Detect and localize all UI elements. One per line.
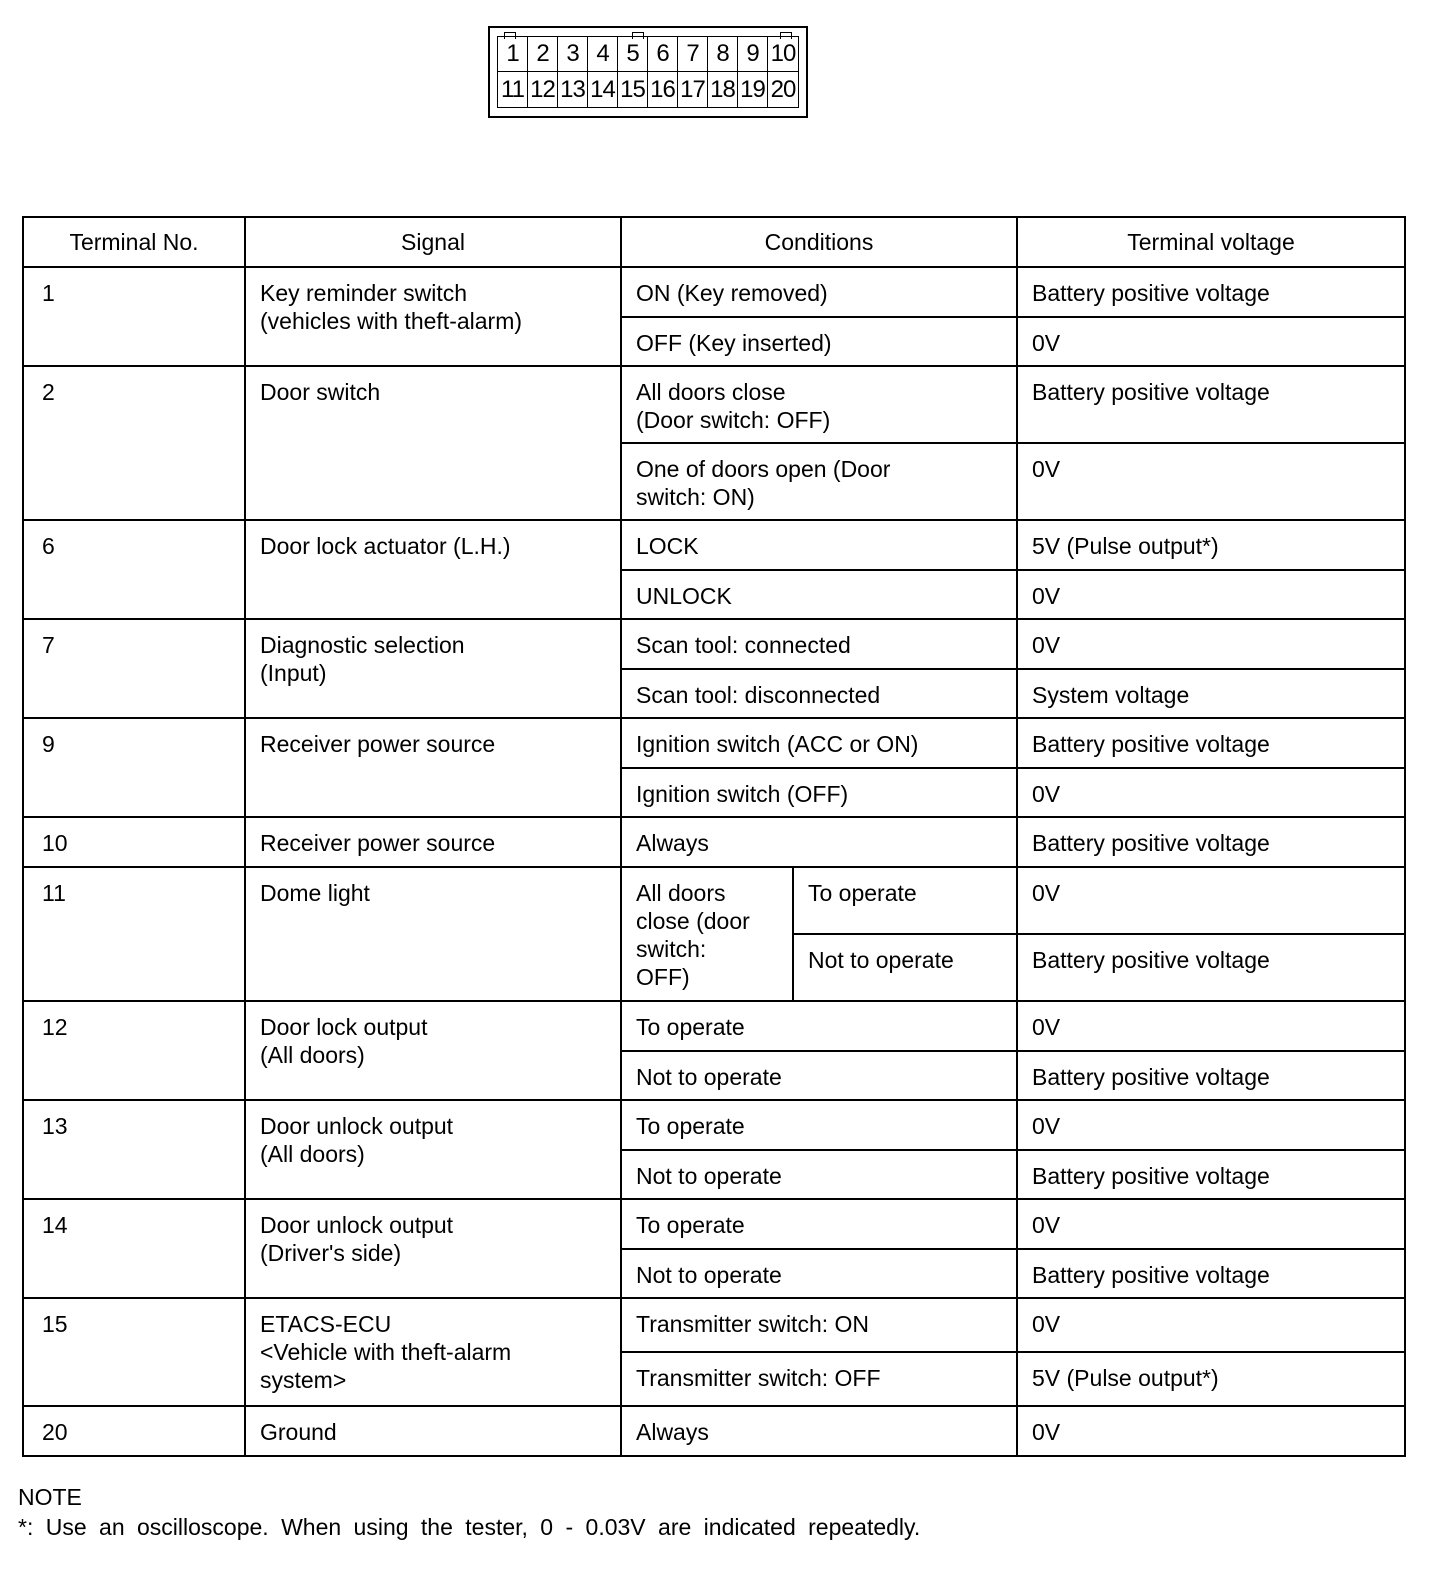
condition-cell: Not to operate xyxy=(621,1051,1017,1100)
condition-cell: Not to operate xyxy=(621,1249,1017,1298)
connector-pin: 7 xyxy=(678,37,708,72)
condition-cell: Ignition switch (OFF) xyxy=(621,768,1017,817)
signal-cell: Key reminder switch (vehicles with theft-alarm) xyxy=(245,267,621,366)
condition-cell: Ignition switch (ACC or ON) xyxy=(621,718,1017,768)
voltage-cell: Battery positive voltage xyxy=(1017,1051,1405,1100)
header-terminal-no: Terminal No. xyxy=(23,217,245,267)
table-row xyxy=(23,1406,1405,1456)
condition-cell: LOCK xyxy=(621,520,1017,570)
table-header-row xyxy=(23,217,1405,267)
table-body xyxy=(23,267,1405,1456)
condition-cell: ON (Key removed) xyxy=(621,267,1017,317)
voltage-cell: 0V xyxy=(1017,619,1405,669)
connector-pin: 18 xyxy=(708,72,738,107)
terminal-cell: 2 xyxy=(23,366,245,520)
signal-cell: ETACS-ECU <Vehicle with theft-alarm system> xyxy=(245,1298,621,1406)
table-row xyxy=(23,718,1405,768)
condition-cell: Transmitter switch: OFF xyxy=(621,1352,1017,1406)
table-row xyxy=(23,366,1405,443)
table-row xyxy=(23,520,1405,570)
condition-cell: One of doors open (Door switch: ON) xyxy=(621,443,1017,520)
condition-cell: Scan tool: disconnected xyxy=(621,669,1017,718)
voltage-cell: 0V xyxy=(1017,1406,1405,1456)
voltage-cell: 0V xyxy=(1017,570,1405,619)
connector-pin: 5 xyxy=(618,37,648,72)
signal-cell: Door unlock output (All doors) xyxy=(245,1100,621,1199)
signal-cell: Diagnostic selection (Input) xyxy=(245,619,621,718)
terminal-voltage-table xyxy=(22,216,1406,1457)
voltage-cell: 0V xyxy=(1017,1100,1405,1150)
condition-cell: Always xyxy=(621,1406,1017,1456)
condition-cell: Transmitter switch: ON xyxy=(621,1298,1017,1352)
voltage-cell: 0V xyxy=(1017,317,1405,366)
header-signal: Signal xyxy=(245,217,621,267)
voltage-cell: Battery positive voltage xyxy=(1017,934,1405,1001)
terminal-cell: 11 xyxy=(23,867,245,1001)
terminal-cell: 14 xyxy=(23,1199,245,1298)
table-row xyxy=(23,1199,1405,1249)
voltage-cell: 5V (Pulse output*) xyxy=(1017,520,1405,570)
connector-pin: 6 xyxy=(648,37,678,72)
voltage-cell: Battery positive voltage xyxy=(1017,718,1405,768)
connector-pin: 12 xyxy=(528,72,558,107)
terminal-cell: 6 xyxy=(23,520,245,619)
note-block xyxy=(18,1482,920,1542)
voltage-cell: 0V xyxy=(1017,443,1405,520)
signal-cell: Receiver power source xyxy=(245,817,621,867)
table-row xyxy=(23,1298,1405,1352)
connector-pin: 19 xyxy=(738,72,768,107)
terminal-cell: 7 xyxy=(23,619,245,718)
connector-pin: 2 xyxy=(528,37,558,72)
condition-cell: To operate xyxy=(621,1100,1017,1150)
condition-cell: OFF (Key inserted) xyxy=(621,317,1017,366)
condition-group-cell: All doors close (door switch: OFF) xyxy=(621,867,793,1001)
table-row xyxy=(23,619,1405,669)
header-terminal-voltage: Terminal voltage xyxy=(1017,217,1405,267)
signal-cell: Dome light xyxy=(245,867,621,1001)
connector-pin: 9 xyxy=(738,37,768,72)
condition-cell: Not to operate xyxy=(621,1150,1017,1199)
terminal-cell: 15 xyxy=(23,1298,245,1406)
terminal-cell: 10 xyxy=(23,817,245,867)
connector-pin: 14 xyxy=(588,72,618,107)
condition-cell: To operate xyxy=(621,1199,1017,1249)
connector-pin-grid xyxy=(497,36,799,108)
connector-pin: 11 xyxy=(498,72,528,107)
connector-pin: 8 xyxy=(708,37,738,72)
voltage-cell: 5V (Pulse output*) xyxy=(1017,1352,1405,1406)
condition-cell: Scan tool: connected xyxy=(621,619,1017,669)
voltage-cell: 0V xyxy=(1017,1001,1405,1051)
voltage-cell: 0V xyxy=(1017,768,1405,817)
voltage-cell: Battery positive voltage xyxy=(1017,366,1405,443)
connector-pin: 3 xyxy=(558,37,588,72)
table-row xyxy=(23,817,1405,867)
connector-diagram xyxy=(488,26,808,118)
terminal-cell: 20 xyxy=(23,1406,245,1456)
note-title: NOTE xyxy=(18,1484,82,1510)
voltage-cell: Battery positive voltage xyxy=(1017,1150,1405,1199)
condition-cell: Not to operate xyxy=(793,934,1017,1001)
table-row xyxy=(23,267,1405,317)
connector-pin: 4 xyxy=(588,37,618,72)
signal-cell: Door lock output (All doors) xyxy=(245,1001,621,1100)
condition-cell: Always xyxy=(621,817,1017,867)
header-conditions: Conditions xyxy=(621,217,1017,267)
connector-pin: 16 xyxy=(648,72,678,107)
connector-pin: 20 xyxy=(770,75,796,103)
voltage-cell: Battery positive voltage xyxy=(1017,817,1405,867)
signal-cell: Door lock actuator (L.H.) xyxy=(245,520,621,619)
condition-cell: To operate xyxy=(793,867,1017,934)
connector-pin: 10 xyxy=(768,37,798,72)
condition-cell: To operate xyxy=(621,1001,1017,1051)
voltage-cell: System voltage xyxy=(1017,669,1405,718)
terminal-cell: 13 xyxy=(23,1100,245,1199)
condition-cell: All doors close (Door switch: OFF) xyxy=(621,366,1017,443)
terminal-cell: 12 xyxy=(23,1001,245,1100)
table-row xyxy=(23,1100,1405,1150)
table-row xyxy=(23,1001,1405,1051)
connector-pin: 1 xyxy=(498,37,528,72)
note-footnote: *: Use an oscilloscope. When using the tester, 0 - 0.03V are indicated repeatedly. xyxy=(18,1514,921,1540)
voltage-cell: Battery positive voltage xyxy=(1017,267,1405,317)
voltage-cell: 0V xyxy=(1017,867,1405,934)
signal-cell: Door switch xyxy=(245,366,621,520)
signal-cell: Receiver power source xyxy=(245,718,621,817)
voltage-cell: Battery positive voltage xyxy=(1017,1249,1405,1298)
signal-cell: Door unlock output (Driver's side) xyxy=(245,1199,621,1298)
voltage-cell: 0V xyxy=(1017,1298,1405,1352)
connector-pin: 13 xyxy=(558,72,588,107)
connector-pin: 15 xyxy=(618,72,648,107)
voltage-cell: 0V xyxy=(1017,1199,1405,1249)
signal-cell: Ground xyxy=(245,1406,621,1456)
terminal-cell: 9 xyxy=(23,718,245,817)
terminal-cell: 1 xyxy=(23,267,245,366)
table-row xyxy=(23,867,1405,934)
condition-cell: UNLOCK xyxy=(621,570,1017,619)
connector-pin: 17 xyxy=(678,72,708,107)
